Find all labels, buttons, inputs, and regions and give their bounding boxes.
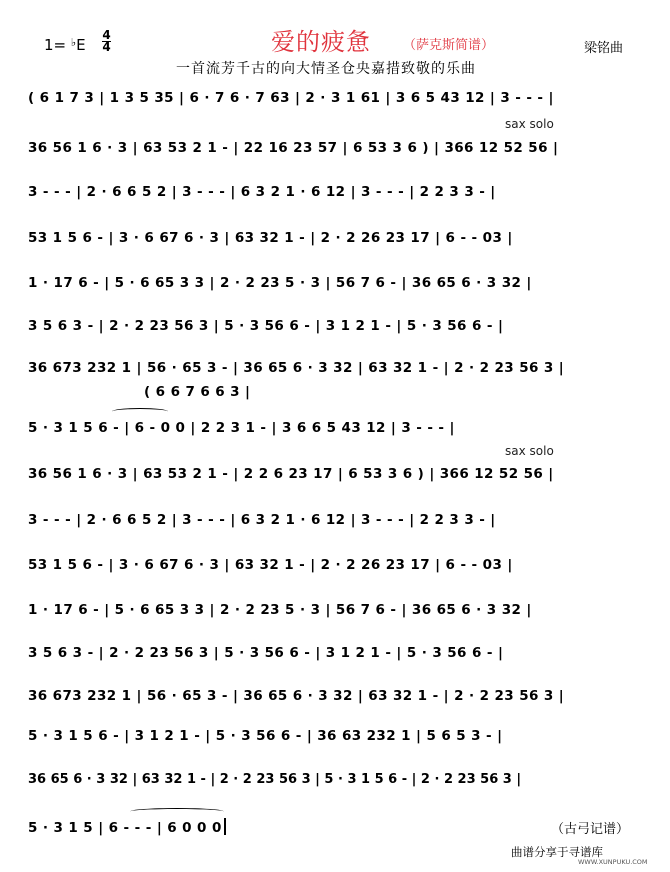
score-row: 1 · 17 6 - | 5 · 6 65 3 3 | 2 · 2 23 5 · 3 | 56 7 6 - | 36 65 6 · 3 32 | bbox=[28, 275, 532, 291]
composer-credit: 梁铭曲 bbox=[584, 41, 624, 56]
score-row-final: 5 · 3 1 5 | 6 - - - | 6 0 0 0 bbox=[28, 818, 328, 836]
score-row: 53 1 5 6 - | 3 · 6 67 6 · 3 | 63 32 1 - | 2 · 2 26 23 17 | 6 - - 03 | bbox=[28, 557, 513, 573]
key-signature: 1= ♭E bbox=[44, 36, 86, 54]
score-row: 36 673 232 1 | 56 · 65 3 - | 36 65 6 · 3 32 | 63 32 1 - | 2 · 2 23 56 3 | bbox=[28, 688, 565, 704]
page-title: 爱的疲惫 bbox=[271, 28, 371, 56]
score-row: 5 · 3 1 5 6 - | 6 - 0 0 | 2 2 3 1 - | 3 6 6 5 43 12 | 3 - - - | bbox=[28, 420, 455, 436]
score-row: 3 - - - | 2 · 6 6 5 2 | 3 - - - | 6 3 2 1 · 6 12 | 3 - - - | 2 2 3 3 - | bbox=[28, 184, 496, 200]
title-note: （萨克斯简谱） bbox=[403, 38, 495, 53]
tie-slur bbox=[112, 408, 168, 415]
score-row: 36 56 1 6 · 3 | 63 53 2 1 - | 22 16 23 57 | 6 53 3 6 ) | 366 12 52 56 | bbox=[28, 140, 559, 156]
source-url: WWW.XUNPUKU.COM bbox=[578, 858, 648, 866]
score-row: 36 65 6 · 3 32 | 63 32 1 - | 2 · 2 23 56 3 | 5 · 3 1 5 6 - | 2 · 2 23 56 3 | bbox=[28, 772, 522, 787]
score-row: 53 1 5 6 - | 3 · 6 67 6 · 3 | 63 32 1 - | 2 · 2 26 23 17 | 6 - - 03 | bbox=[28, 230, 513, 246]
flat-sign: ♭ bbox=[70, 36, 77, 49]
page-subtitle: 一首流芳千古的向大情圣仓央嘉措致敬的乐曲 bbox=[176, 61, 476, 77]
score-row: 5 · 3 1 5 6 - | 3 1 2 1 - | 5 · 3 56 6 - | 36 63 232 1 | 5 6 5 3 - | bbox=[28, 728, 503, 744]
sax-solo-label: sax solo bbox=[505, 444, 554, 458]
transcriber-credit: （古弓记谱） bbox=[551, 822, 630, 837]
source-footer: 曲谱分享于寻谱库 bbox=[511, 845, 603, 859]
sax-solo-label: sax solo bbox=[505, 117, 554, 131]
score-row: 3 - - - | 2 · 6 6 5 2 | 3 - - - | 6 3 2 1 · 6 12 | 3 - - - | 2 2 3 3 - | bbox=[28, 512, 496, 528]
score-row: 3 5 6 3 - | 2 · 2 23 56 3 | 5 · 3 56 6 - | 3 1 2 1 - | 5 · 3 56 6 - | bbox=[28, 318, 504, 334]
time-signature: 4 4 bbox=[102, 28, 111, 54]
score-row: 3 5 6 3 - | 2 · 2 23 56 3 | 5 · 3 56 6 - | 3 1 2 1 - | 5 · 3 56 6 - | bbox=[28, 645, 504, 661]
tie-slur bbox=[130, 808, 224, 815]
score-row: 36 56 1 6 · 3 | 63 53 2 1 - | 2 2 6 23 17 | 6 53 3 6 ) | 366 12 52 56 | bbox=[28, 466, 554, 482]
score-row: 1 · 17 6 - | 5 · 6 65 3 3 | 2 · 2 23 5 · 3 | 56 7 6 - | 36 65 6 · 3 32 | bbox=[28, 602, 532, 618]
final-barline bbox=[224, 818, 226, 835]
score-row: ( 6 1 7 3 | 1 3 5 35 | 6 · 7 6 · 7 63 | 2 · 3 1 61 | 3 6 5 43 12 | 3 - - - | bbox=[28, 90, 554, 106]
insert-phrase: ( 6 6 7 6 6 3 | bbox=[144, 384, 251, 400]
score-row: 36 673 232 1 | 56 · 65 3 - | 36 65 6 · 3 32 | 63 32 1 - | 2 · 2 23 56 3 | bbox=[28, 360, 565, 376]
